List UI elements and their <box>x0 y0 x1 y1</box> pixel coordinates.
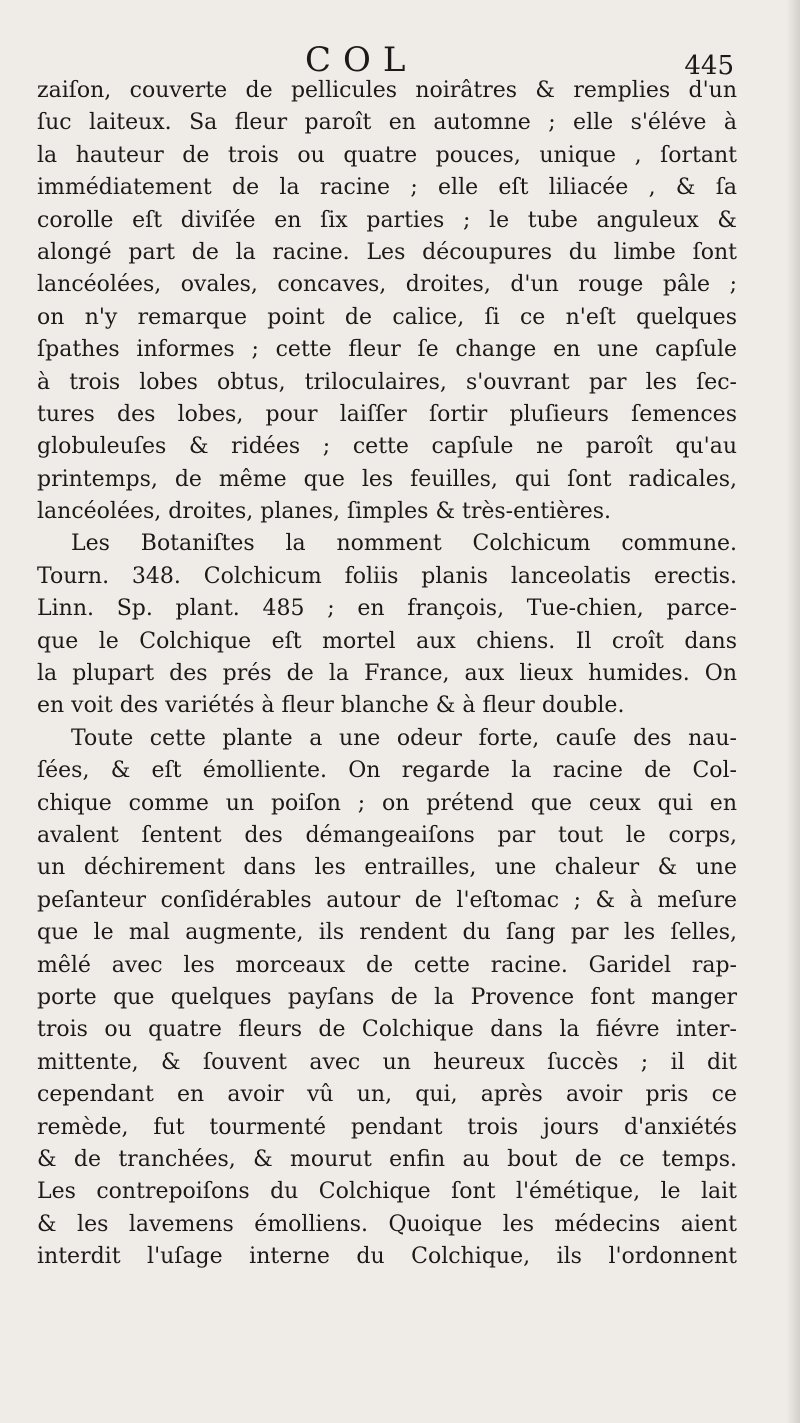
text-line: Linn. Sp. plant. 485 ; en françois, Tue-chien, parce- <box>37 596 737 622</box>
text-line: interdit l'uſage interne du Colchique, ils l'ordonnent <box>37 1244 737 1270</box>
text-line: & les lavemens émolliens. Quoique les médecins aient <box>37 1211 737 1237</box>
text-line: Tourn. 348. Colchicum foliis planis lanceolatis erectis. <box>37 563 737 589</box>
text-line: on n'y remarque point de calice, ſi ce n'eſt quelques <box>37 304 737 330</box>
text-line: zaiſon, couverte de pellicules noirâtres & remplies d'un <box>37 78 737 103</box>
text-line: la hauteur de trois ou quatre pouces, unique , ſortant <box>37 142 737 168</box>
text-line: lancéolées, droites, planes, ſimples & très-entières. <box>37 499 612 525</box>
text-line: globuleuſes & ridées ; cette capſule ne paroît qu'au <box>37 434 737 460</box>
page-number: 445 <box>684 51 734 81</box>
text-line: mittente, & ſouvent avec un heureux ſuccès ; il dit <box>37 1049 737 1075</box>
text-line: ſuc laiteux. Sa fleur paroît en automne ; elle s'éléve à <box>37 110 737 136</box>
text-line: cependant en avoir vû un, qui, après avoir pris ce <box>37 1082 737 1108</box>
running-head: COL <box>305 40 418 80</box>
text-line: ſées, & eſt émolliente. On regarde la racine de Col- <box>37 758 737 784</box>
text-line: avalent ſentent des démangeaiſons par tout le corps, <box>37 822 737 848</box>
text-line: que le mal augmente, ils rendent du ſang par les ſelles, <box>37 920 737 946</box>
text-line: Les contrepoiſons du Colchique ſont l'émétique, le lait <box>37 1179 737 1205</box>
text-line: porte que quelques payſans de la Provence font manger <box>37 984 737 1010</box>
text-line: trois ou quatre fleurs de Colchique dans la fiévre inter- <box>37 1017 737 1043</box>
text-line: mêlé avec les morceaux de cette racine. Garidel rap- <box>37 952 737 978</box>
text-line: à trois lobes obtus, triloculaires, s'ouvrant par les ſec- <box>37 369 737 395</box>
text-line: & de tranchées, & mourut enfin au bout de ce temps. <box>37 1146 737 1172</box>
text-line: Les Botaniſtes la nomment Colchicum commune. <box>71 531 737 557</box>
text-line: tures des lobes, pour laiſſer ſortir pluſieurs ſemences <box>37 401 737 427</box>
text-line: alongé part de la racine. Les découpures du limbe ſont <box>37 239 737 265</box>
page-edge-shadow <box>786 0 800 1423</box>
text-line: chique comme un poiſon ; on prétend que ceux qui en <box>37 790 737 816</box>
body-text <box>37 75 737 1273</box>
text-line: en voit des variétés à fleur blanche & à fleur double. <box>37 693 625 719</box>
text-line: printemps, de même que les feuilles, qui ſont radicales, <box>37 466 737 492</box>
text-line: immédiatement de la racine ; elle eſt liliacée , & ſa <box>37 175 737 201</box>
text-line: la plupart des prés de la France, aux lieux humides. On <box>37 661 737 687</box>
text-line: corolle eſt diviſée en ſix parties ; le tube anguleux & <box>37 207 737 233</box>
text-line: ſpathes informes ; cette fleur ſe change en une capſule <box>37 337 737 363</box>
text-line: peſanteur conſidérables autour de l'eſtomac ; & à meſure <box>37 887 737 913</box>
text-line: lancéolées, ovales, concaves, droites, d'un rouge pâle ; <box>37 272 737 298</box>
text-line: remède, fut tourmenté pendant trois jours d'anxiétés <box>37 1114 737 1140</box>
text-line: Toute cette plante a une odeur forte, cauſe des nau- <box>71 725 737 751</box>
text-line: que le Colchique eſt mortel aux chiens. Il croît dans <box>37 628 737 654</box>
text-line: un déchirement dans les entrailles, une chaleur & une <box>37 855 737 881</box>
